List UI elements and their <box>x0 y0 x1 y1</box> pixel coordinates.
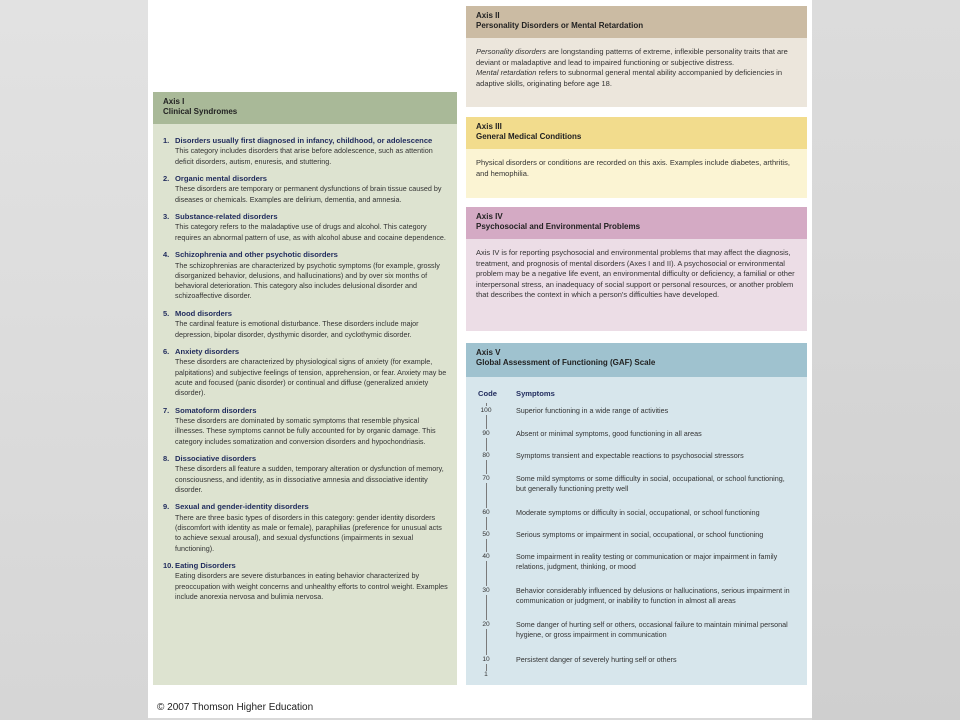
item-description: The schizophrenias are characterized by psychotic symptoms (for example, grossly disorganized behavior, delusions, and hallucinations) and by over six months of behavioral deterioration. This category also includes delusional disorder and schizoaffective disorder. <box>175 260 440 301</box>
item-number: 2. <box>163 174 170 184</box>
gaf-symptom: Superior functioning in a wide range of activities <box>516 406 669 415</box>
axis1-panel <box>153 92 457 685</box>
axis3-title: Axis III <box>476 122 502 131</box>
gaf-code: 70 <box>478 474 494 483</box>
axis2-subtitle: Personality Disorders or Mental Retardation <box>476 21 644 30</box>
list-item <box>163 174 449 205</box>
gaf-row <box>478 451 798 461</box>
item-number: 3. <box>163 212 170 222</box>
axis1-list <box>153 124 457 602</box>
item-number: 7. <box>163 405 170 415</box>
item-number: 9. <box>163 502 170 512</box>
axis4-text: Axis IV is for reporting psychosocial and environmental problems that may affect the diagnosis, treatment, and prognosis of mental disorders (Axes I and II). A psychosocial or environmental problem may be a negative life event, an environmental difficulty or deficiency, a familial or other interpersonal stress, an inadequacy of social support or personal resources, or another problem that describes the context in which a person's difficulties have developed. <box>476 248 795 300</box>
axis2-text-personality: are longstanding patterns of extreme, inflexible personality traits that are deviant or maladaptive and lead to impaired functioning or subjective distress. <box>476 47 788 67</box>
list-item <box>163 347 449 398</box>
item-heading: Sexual and gender-identity disorders <box>175 502 309 512</box>
list-item <box>163 212 449 243</box>
item-heading: Disorders usually first diagnosed in infancy, childhood, or adolescence <box>175 136 433 145</box>
axis2-panel <box>466 6 807 107</box>
gaf-code: 60 <box>478 508 494 517</box>
gaf-code: 50 <box>478 530 494 539</box>
axis4-subtitle: Psychosocial and Environmental Problems <box>476 222 641 231</box>
list-item <box>163 561 449 602</box>
axis3-subtitle: General Medical Conditions <box>476 132 582 141</box>
list-item <box>163 502 449 553</box>
gaf-symptoms-header: Symptoms <box>516 389 555 398</box>
gaf-symptom: Behavior considerably influenced by delusions or hallucinations, serious impairment in communication or judgment, or inability to function in almost all areas <box>516 586 790 606</box>
item-number: 8. <box>163 454 170 464</box>
gaf-row <box>478 620 798 641</box>
gaf-code: 20 <box>478 620 494 629</box>
axis1-title: Axis I <box>163 97 185 106</box>
item-number: 10. <box>163 561 174 571</box>
axis4-title: Axis IV <box>476 212 503 221</box>
gaf-row <box>478 552 798 573</box>
item-number: 6. <box>163 346 170 356</box>
gaf-symptom: Persistent danger of severely hurting self or others <box>516 655 677 664</box>
copyright-footer: © 2007 Thomson Higher Education <box>157 702 314 713</box>
gaf-row <box>478 586 798 607</box>
item-heading: Anxiety disorders <box>175 346 240 356</box>
axis2-text-retardation: refers to subnormal general mental ability accompanied by deficiencies in adaptive skills, originating before age 18. <box>476 68 782 88</box>
axis4-panel <box>466 207 807 331</box>
gaf-row <box>478 508 798 518</box>
gaf-row <box>478 474 798 495</box>
item-heading: Mood disorders <box>175 308 232 318</box>
gaf-code: 100 <box>478 406 494 415</box>
item-description: These disorders are dominated by somatic symptoms that resemble physical illnesses. These symptoms cannot be fully accounted for by organic damage. This category includes somatization and conversion disorders and hypochondriasis. <box>175 415 436 446</box>
gaf-code: 30 <box>478 586 494 595</box>
item-heading: Organic mental disorders <box>175 174 267 184</box>
gaf-code: 10 <box>478 655 494 664</box>
gaf-row <box>478 530 798 540</box>
axis2-term-personality: Personality disorders <box>476 47 547 56</box>
axis3-header <box>466 117 807 149</box>
item-heading: Schizophrenia and other psychotic disorders <box>175 250 338 260</box>
axis4-header <box>466 207 807 239</box>
item-heading: Substance-related disorders <box>175 212 278 222</box>
gaf-code-header: Code <box>478 389 497 398</box>
axis1-subtitle: Clinical Syndromes <box>163 107 238 116</box>
gaf-bottom-code: 1 <box>478 671 494 678</box>
background-left <box>0 0 148 720</box>
background-right <box>812 0 960 720</box>
gaf-symptom: Absent or minimal symptoms, good functioning in all areas <box>516 429 702 438</box>
axis3-body <box>466 149 807 185</box>
gaf-row <box>478 406 798 416</box>
axis2-title: Axis II <box>476 11 500 20</box>
gaf-code: 90 <box>478 429 494 438</box>
axis3-text: Physical disorders or conditions are recorded on this axis. Examples include diabetes, arthritis, and hemophilia. <box>476 158 790 178</box>
gaf-row <box>478 655 798 665</box>
list-item <box>163 406 449 447</box>
item-heading: Dissociative disorders <box>175 454 257 464</box>
gaf-code: 80 <box>478 451 494 460</box>
gaf-code: 40 <box>478 552 494 561</box>
axis2-header <box>466 6 807 38</box>
item-description: These disorders all feature a sudden, temporary alteration or dysfunction of memory, consciousness, and identity, as in dissociative amnesia and dissociative identity disorder. <box>175 464 444 494</box>
item-heading: Eating Disorders <box>175 561 236 571</box>
item-description: There are three basic types of disorders in this category: gender identity disorders (discomfort with identity as male or female), paraphilias (preference for unusual acts to achieve sexual arousal), and sexual dysfunctions (impairments in sexual functioning). <box>175 512 442 553</box>
item-heading: Somatoform disorders <box>175 405 257 415</box>
item-description: These disorders are characterized by physiological signs of anxiety (for example, palpitations) and subjective feelings of tension, apprehension, or fear. Anxiety may be acute and focused (panic disorder) or continual and diffuse (generalized anxiety disorder). <box>175 357 447 398</box>
item-description: The cardinal feature is emotional disturbance. These disorders include major depression, bipolar disorder, dysthymic disorder, and cyclothymic disorder. <box>175 319 419 339</box>
axis3-panel <box>466 117 807 198</box>
item-number: 5. <box>163 308 170 318</box>
axis5-title: Axis V <box>476 348 501 357</box>
item-number: 1. <box>163 136 170 145</box>
item-number: 4. <box>163 250 170 260</box>
axis5-subtitle: Global Assessment of Functioning (GAF) Scale <box>476 358 656 367</box>
item-description: This category includes disorders that arise before adolescence, such as attention deficit disorders, autism, enuresis, and stuttering. <box>175 146 433 166</box>
axis1-header <box>153 92 457 124</box>
gaf-symptom: Symptoms transient and expectable reactions to psychosocial stressors <box>516 451 744 460</box>
item-description: This category refers to the maladaptive use of drugs and alcohol. This category requires an abnormal pattern of use, as with alcohol abuse and cocaine dependence. <box>175 222 446 242</box>
axis2-term-retardation: Mental retardation <box>476 68 537 78</box>
gaf-symptom: Moderate symptoms or difficulty in social, occupational, or school functioning <box>516 508 760 517</box>
gaf-row <box>478 429 798 439</box>
gaf-symptom: Some danger of hurting self or others, occasional failure to maintain minimal personal hygiene, or gross impairment in communication <box>516 620 788 640</box>
item-description: Eating disorders are severe disturbances in eating behavior characterized by preoccupation with weight concerns and unhealthy efforts to control weight. Examples include anorexia nervosa and bulimia nervosa. <box>175 571 448 601</box>
gaf-symptom: Some impairment in reality testing or communication or major impairment in family relations, judgment, thinking, or mood <box>516 552 778 572</box>
gaf-symptom: Serious symptoms or impairment in social, occupational, or school functioning <box>516 530 764 539</box>
axis5-header <box>466 343 807 377</box>
list-item <box>163 309 449 340</box>
item-description: These disorders are temporary or permanent dysfunctions of brain tissue caused by diseases or chemicals. Examples are delirium, dementia, and amnesia. <box>175 184 442 204</box>
gaf-symptom: Some mild symptoms or some difficulty in social, occupational, or school functioning, but generally functioning pretty well <box>516 474 785 494</box>
axis5-panel <box>466 343 807 685</box>
axis2-body <box>466 38 807 95</box>
list-item <box>163 250 449 301</box>
list-item <box>163 454 449 495</box>
axis4-body <box>466 239 807 307</box>
list-item <box>163 136 449 167</box>
